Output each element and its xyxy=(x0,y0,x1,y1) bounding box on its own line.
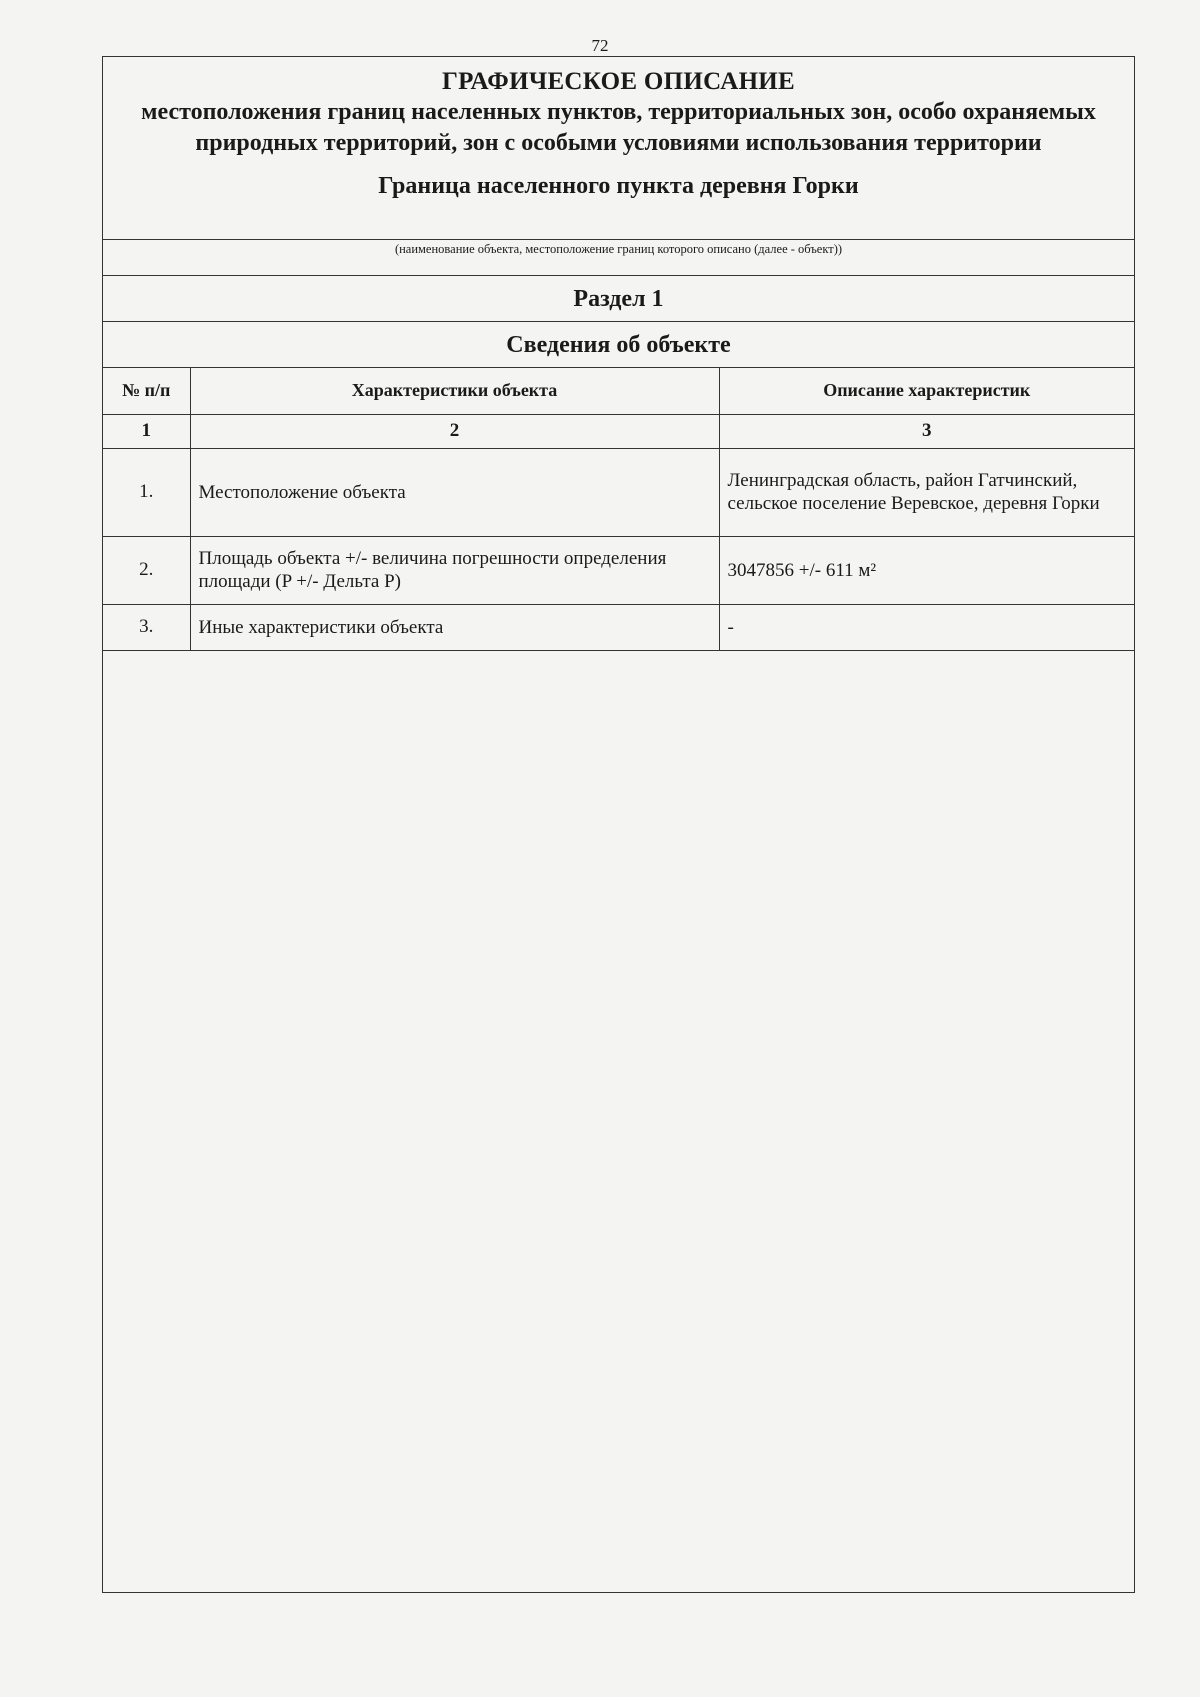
row-description: 3047856 +/- 611 м² xyxy=(719,536,1134,604)
title-block xyxy=(103,57,1134,240)
column-number-row xyxy=(103,414,1134,448)
section-label: Раздел 1 xyxy=(103,276,1134,322)
object-name: Граница населенного пункта деревня Горки xyxy=(378,173,859,199)
row-characteristic: Площадь объекта +/- величина погрешности определения площади (P +/- Дельта P) xyxy=(190,536,719,604)
table-header-row xyxy=(103,368,1134,414)
page-number: 72 xyxy=(591,36,609,55)
row-characteristic: Местоположение объекта xyxy=(190,448,719,536)
document-title: ГРАФИЧЕСКОЕ ОПИСАНИЕ xyxy=(441,68,796,95)
column-header-characteristic: Характеристики объекта xyxy=(190,368,719,414)
row-characteristic: Иные характеристики объекта xyxy=(190,604,719,650)
column-header-description: Описание характеристик xyxy=(719,368,1134,414)
section-heading: Сведения об объекте xyxy=(103,322,1134,368)
row-index: 1. xyxy=(103,448,190,536)
table-row xyxy=(103,536,1134,604)
column-number: 1 xyxy=(103,414,190,448)
column-header-index: № п/п xyxy=(103,368,190,414)
characteristics-table xyxy=(103,368,1134,651)
column-number: 3 xyxy=(719,414,1134,448)
column-number: 2 xyxy=(190,414,719,448)
table-row xyxy=(103,604,1134,650)
document-subtitle: местоположения границ населенных пунктов, территориальных зон, особо охраняемых природных территорий, зон с особыми условиями использования территории xyxy=(141,99,1096,156)
object-caption: (наименование объекта, местоположение границ которого описано (далее - объект)) xyxy=(103,240,1134,276)
row-description: - xyxy=(719,604,1134,650)
document-frame xyxy=(102,56,1135,1593)
row-description: Ленинградская область, район Гатчинский, сельское поселение Веревское, деревня Горки xyxy=(719,448,1134,536)
row-index: 2. xyxy=(103,536,190,604)
table-row xyxy=(103,448,1134,536)
row-index: 3. xyxy=(103,604,190,650)
